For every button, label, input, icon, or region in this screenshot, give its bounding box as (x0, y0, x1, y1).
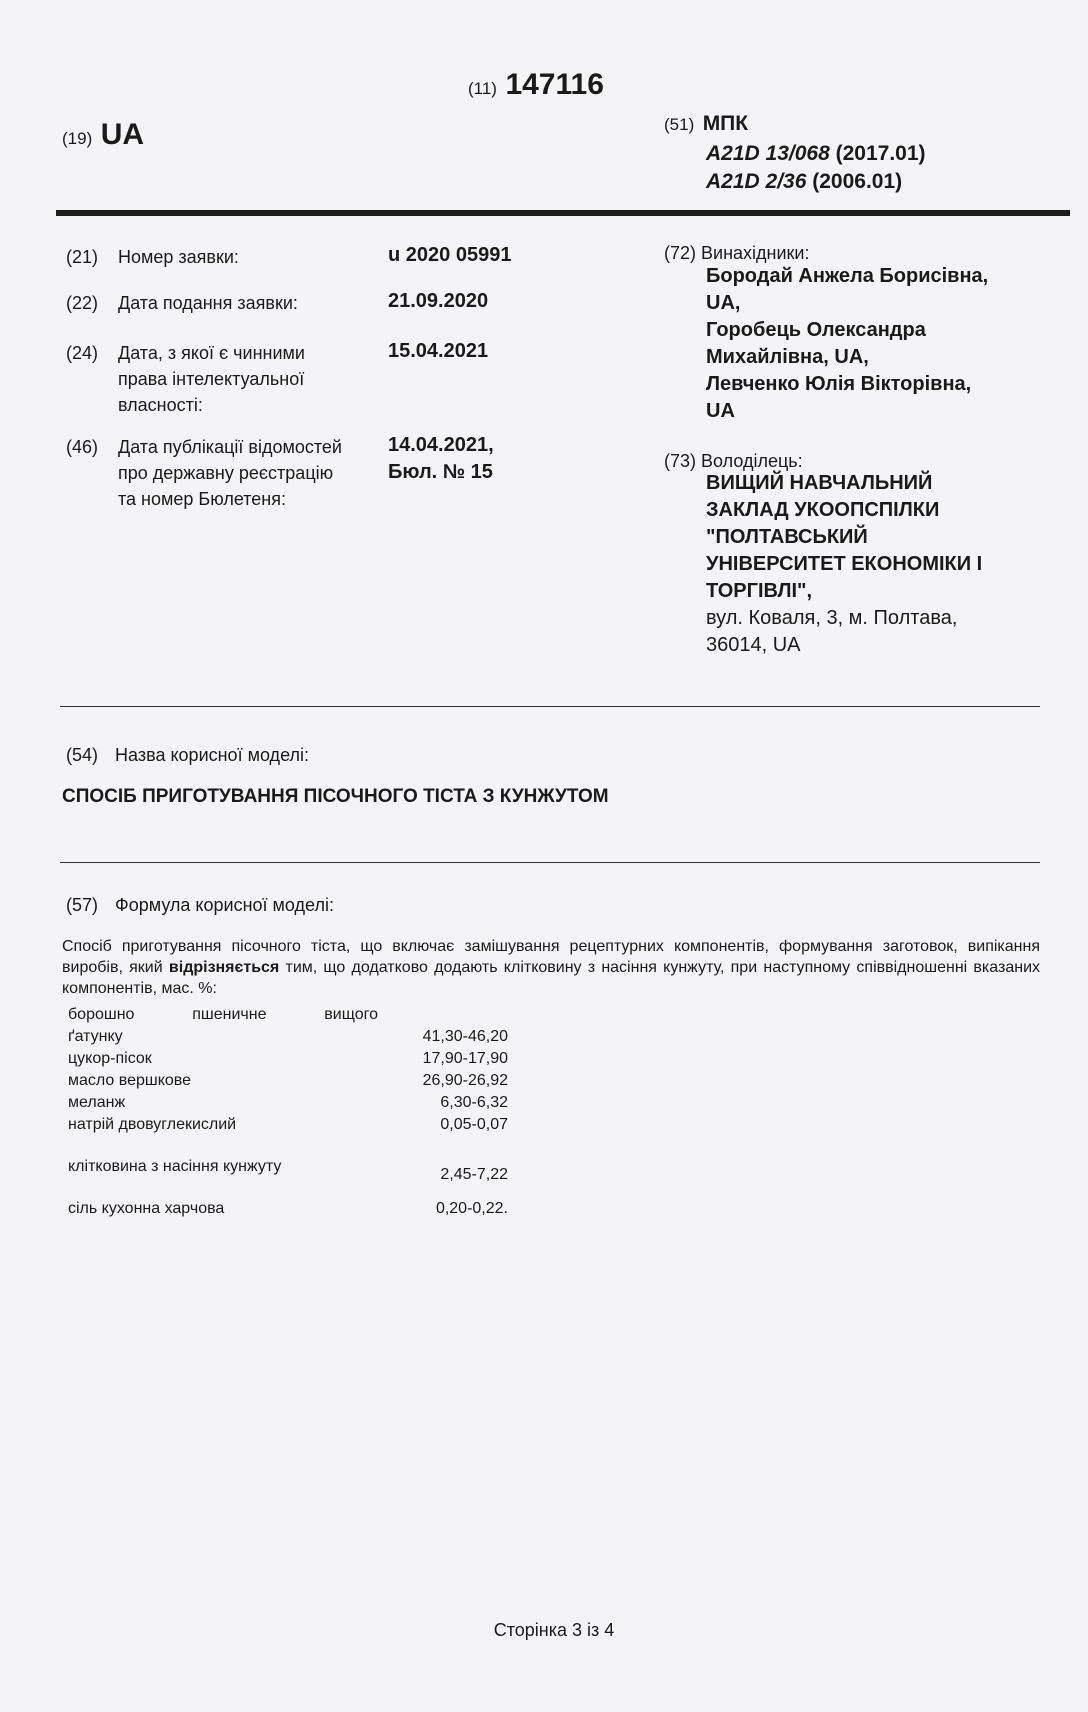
code-72: (72) (664, 243, 697, 263)
component-value: 26,90-26,92 (422, 1072, 508, 1089)
formula-section-label: Формула корисної моделі: (115, 895, 334, 915)
section-divider (60, 862, 1040, 863)
effective-date: 15.04.2021 (388, 340, 489, 362)
label-line: права інтелектуальної (118, 369, 305, 389)
code-19: (19) (62, 129, 93, 148)
code-51: (51) (664, 115, 695, 134)
formula-text-part: Спосіб приготування пісочного тіста, що включає замішування рецептурних компонентів, формування заготовок, випікання виробів, який (62, 938, 1040, 976)
component-name: натрій двовуглекислий (68, 1116, 237, 1133)
page-number: Сторінка 3 із 4 (493, 1620, 615, 1640)
component-value: 0,20-0,22. (435, 1200, 508, 1217)
owner-name-line: "ПОЛТАВСЬКИЙ (706, 526, 868, 548)
inventor-line: UA, (706, 292, 741, 314)
component-name: масло вершкове (68, 1072, 192, 1089)
bib-21-label: Номер заявки: (118, 247, 239, 267)
component-value: 2,45-7,22 (440, 1166, 508, 1183)
formula-section-header (66, 892, 334, 918)
label-line: про державну реєстрацію (118, 463, 334, 483)
inventor-line: Горобець Олександра (706, 319, 926, 341)
publication-info (388, 432, 494, 486)
component-name: борошно пшеничне вищого (68, 1006, 378, 1023)
bib-46-code: (46) (66, 437, 99, 457)
code-57: (57) (66, 895, 99, 915)
patent-number: 147116 (505, 68, 604, 101)
header-divider (56, 210, 1070, 216)
address-line: 36014, UA (706, 634, 801, 656)
title-section-label: Назва корисної моделі: (115, 745, 309, 765)
bib-22-code: (22) (66, 293, 99, 313)
formula-text (62, 936, 1040, 999)
mpk-version: (2017.01) (835, 142, 926, 165)
component-value: 17,90-17,90 (422, 1050, 508, 1067)
label-line: та номер Бюлетеня: (118, 489, 286, 509)
owner-address (706, 605, 957, 659)
filing-date: 21.09.2020 (388, 290, 489, 312)
bulletin-number: Бюл. № 15 (388, 461, 493, 483)
component-name: ґатунку (68, 1028, 123, 1045)
formula-text-emphasis: відрізняється (168, 959, 280, 976)
component-value: 6,30-6,32 (440, 1094, 508, 1111)
title-section-header (66, 742, 309, 768)
bib-46-label (118, 434, 342, 512)
mpk-class-row (706, 140, 926, 168)
inventor-line: Михайлівна, UA, (706, 346, 869, 368)
formula-text-part: тим, що додатково додають клітковину з насіння кунжуту, при наступному співвідношенні вказаних компонентів, мас. %: (62, 959, 1041, 997)
application-number: u 2020 05991 (388, 244, 512, 266)
mpk-block (664, 112, 748, 136)
code-11: (11) (468, 79, 497, 98)
inventors-label: Винахідники: (701, 243, 810, 263)
owner-name-line: УНІВЕРСИТЕТ ЕКОНОМІКИ І (706, 553, 983, 575)
owner-name-line: ЗАКЛАД УКООПСПІЛКИ (706, 499, 940, 521)
country-code: UA (100, 118, 145, 151)
mpk-label: МПК (702, 112, 749, 135)
mpk-version: (2006.01) (812, 170, 903, 193)
component-name: клітковина з насіння кунжуту (68, 1158, 282, 1175)
owner-label: Володілець: (701, 451, 803, 471)
inventor-line: Бородай Анжела Борисівна, (706, 265, 989, 287)
owner-name-line: ВИЩИЙ НАВЧАЛЬНИЙ (706, 472, 933, 494)
label-line: Дата публікації відомостей (118, 437, 342, 457)
patent-number-block (468, 68, 604, 102)
inventors-list (706, 263, 988, 425)
bib-24-label (118, 340, 305, 418)
label-line: власності: (118, 395, 203, 415)
component-name: меланж (68, 1094, 126, 1111)
section-divider (60, 706, 1040, 707)
publication-date: 14.04.2021, (388, 434, 494, 456)
inventor-line: Левченко Юлія Вікторівна, (706, 373, 972, 395)
code-54: (54) (66, 745, 99, 765)
mpk-class: A21D 13/068 (706, 142, 830, 165)
mpk-classes (706, 140, 926, 196)
inventor-line: UA (706, 400, 735, 422)
code-73: (73) (664, 451, 697, 471)
bib-22-label: Дата подання заявки: (118, 293, 298, 313)
bib-24-code: (24) (66, 343, 99, 363)
mpk-class: A21D 2/36 (706, 170, 807, 193)
country-block (62, 118, 144, 152)
mpk-class-row (706, 168, 926, 196)
component-value: 0,05-0,07 (440, 1116, 508, 1133)
owner-name-line: ТОРГІВЛІ", (706, 580, 813, 602)
utility-model-title: СПОСІБ ПРИГОТУВАННЯ ПІСОЧНОГО ТІСТА З КУНЖУТОМ (62, 786, 609, 807)
component-name: цукор-пісок (68, 1050, 152, 1067)
bib-21-code: (21) (66, 247, 99, 267)
component-name: сіль кухонна харчова (68, 1200, 225, 1217)
label-line: Дата, з якої є чинними (118, 343, 305, 363)
address-line: вул. Коваля, 3, м. Полтава, (706, 607, 958, 629)
component-value: 41,30-46,20 (422, 1028, 508, 1045)
owner-name (706, 470, 982, 605)
